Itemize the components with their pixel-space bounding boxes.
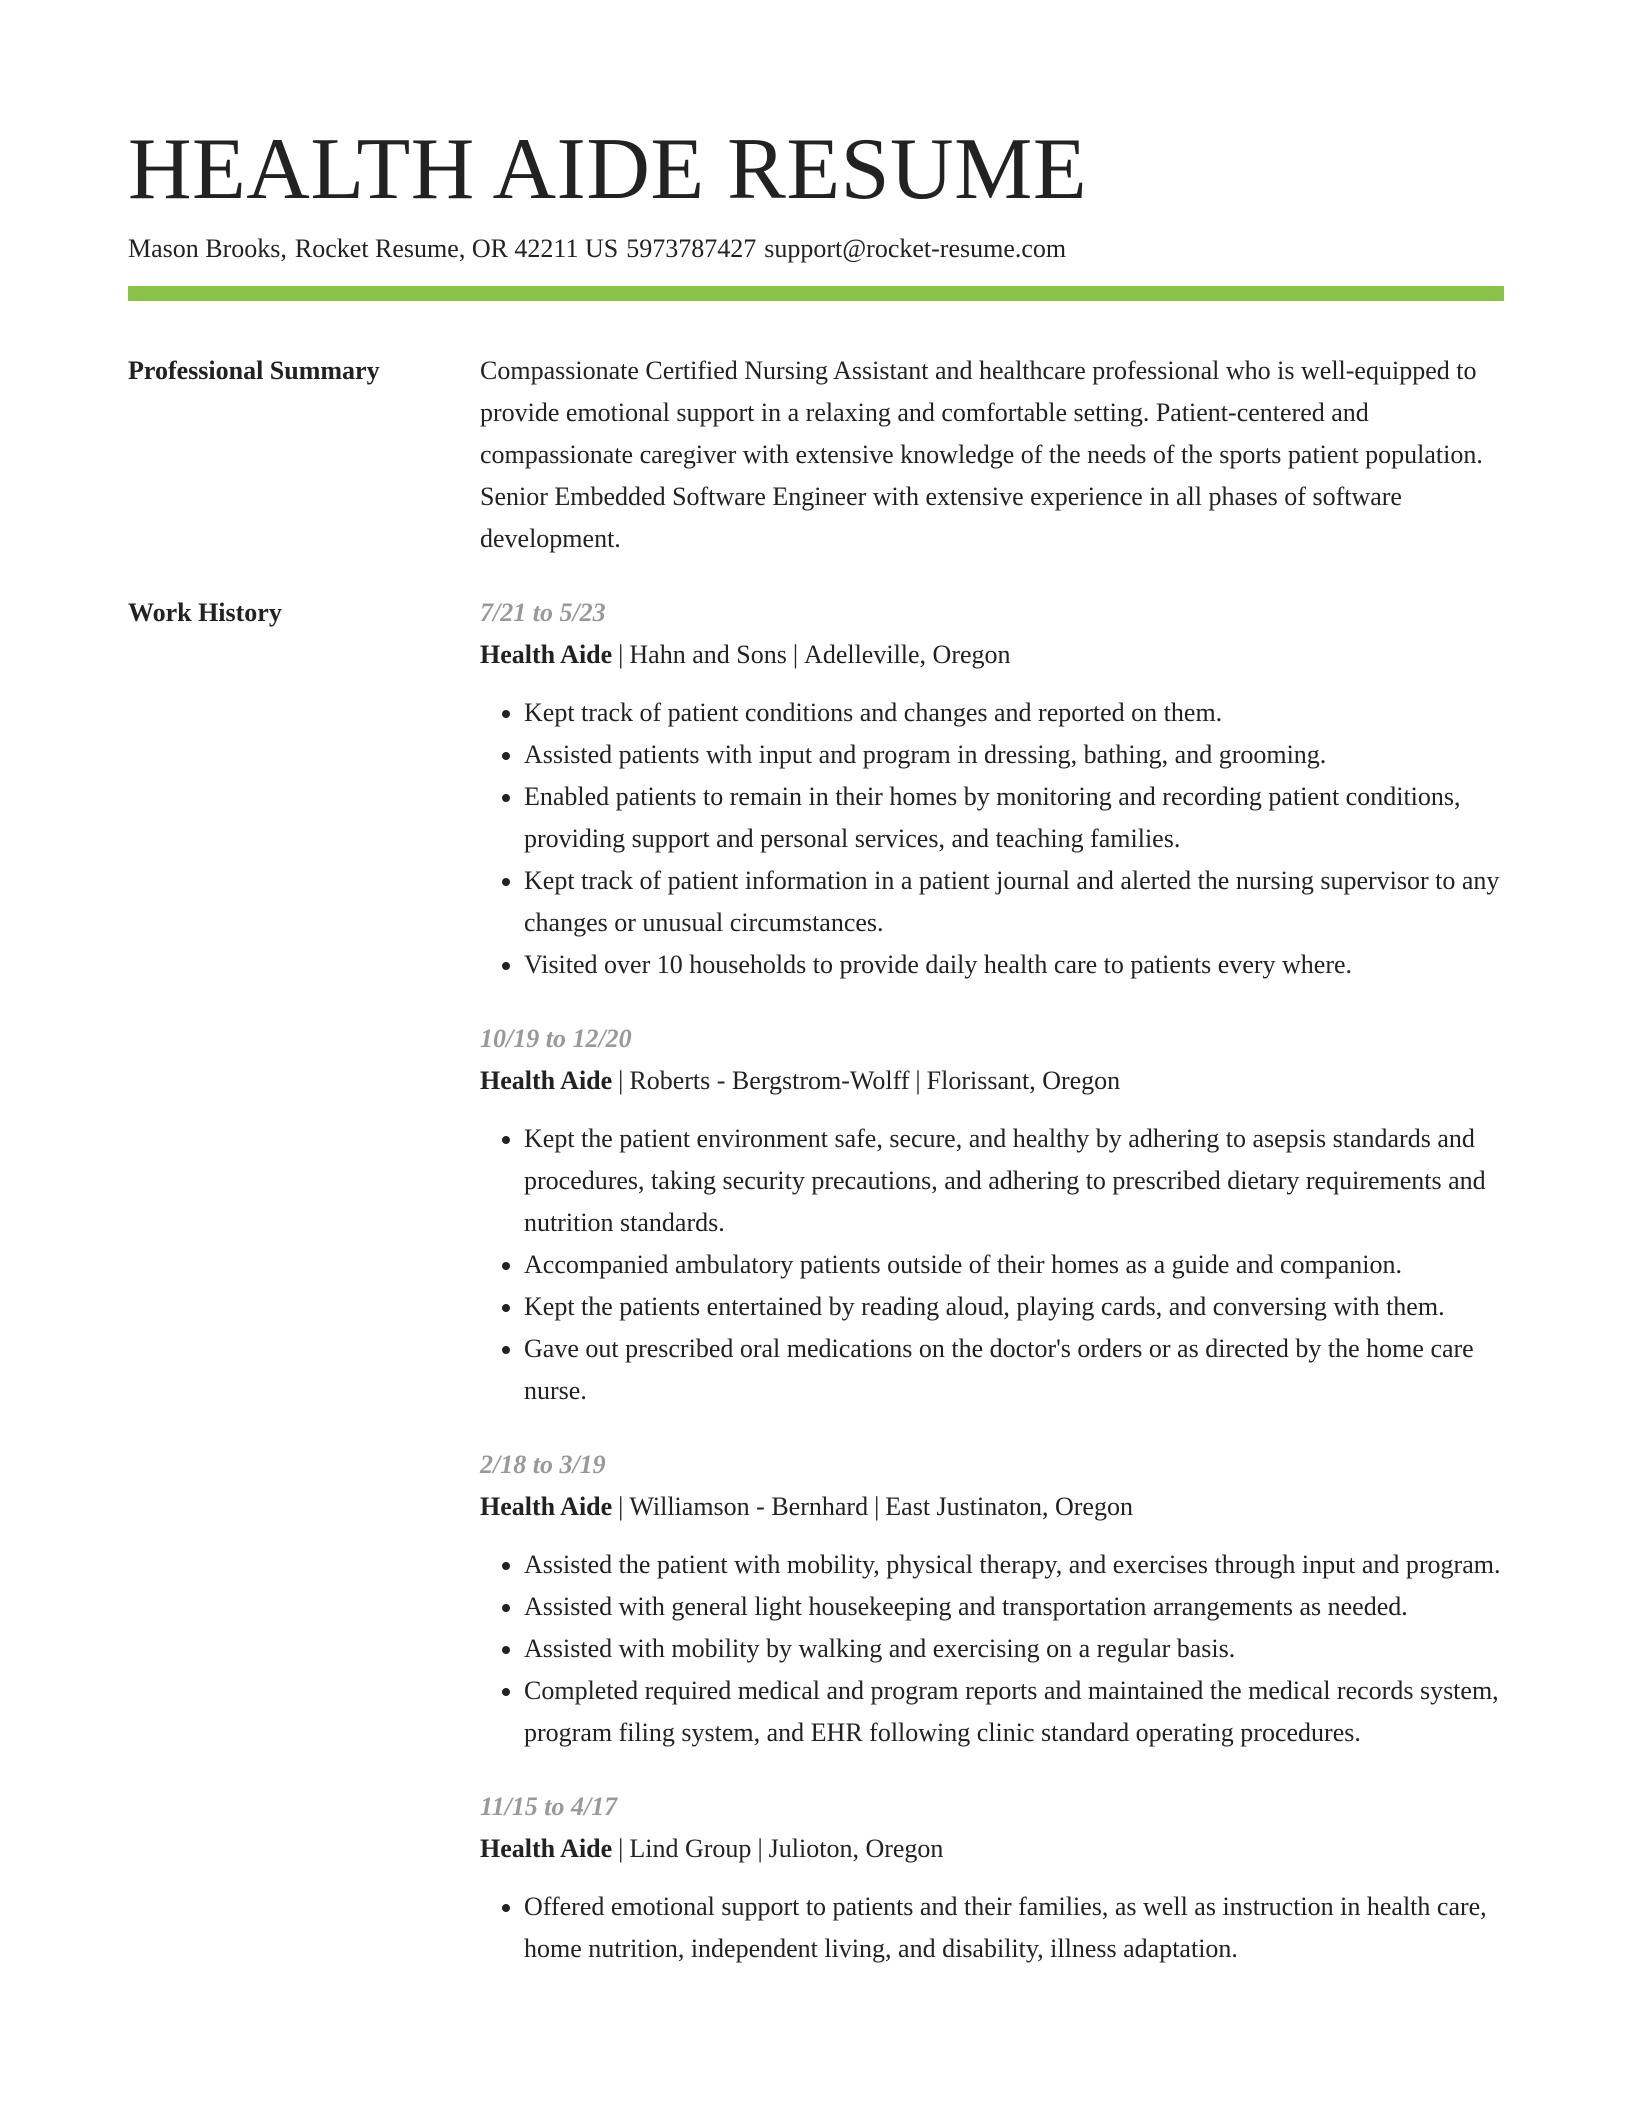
job-company: Hahn and Sons bbox=[629, 640, 787, 669]
summary-body bbox=[480, 350, 1504, 560]
job-title: Health Aide bbox=[480, 1066, 613, 1095]
job-bullet: • Kept track of patient information in a patient journal and alerted the nursing supervisor to any changes or unusual circumstances. bbox=[524, 860, 1504, 944]
contact-name: Mason Brooks, bbox=[128, 234, 287, 263]
job-dates: 7/21 to 5/23 bbox=[480, 598, 606, 627]
job-bullet: • Enabled patients to remain in their homes by monitoring and recording patient conditions, providing support and personal services, and teaching families. bbox=[524, 776, 1504, 860]
job-bullet: • Assisted the patient with mobility, physical therapy, and exercises through input and program. bbox=[524, 1544, 1504, 1586]
job-location: Julioton, Oregon bbox=[768, 1834, 944, 1863]
job-location: Adelleville, Oregon bbox=[804, 640, 1011, 669]
separator: | bbox=[618, 1492, 624, 1521]
job-bullet: • Kept track of patient conditions and changes and reported on them. bbox=[524, 692, 1504, 734]
resume-title: HEALTH AIDE RESUME bbox=[128, 121, 1088, 218]
job-title: Health Aide bbox=[480, 640, 613, 669]
separator: | bbox=[618, 640, 624, 669]
job-location: Florissant, Oregon bbox=[926, 1066, 1121, 1095]
work-history-list bbox=[480, 592, 1504, 2002]
job-bullet: • Assisted patients with input and program in dressing, bathing, and grooming. bbox=[524, 734, 1504, 776]
job-bullet: • Offered emotional support to patients and their families, as well as instruction in health care, home nutrition, independent living, and disability, illness adaptation. bbox=[524, 1886, 1504, 1970]
job-company: Roberts - Bergstrom-Wolff bbox=[629, 1066, 910, 1095]
summary-heading: Professional Summary bbox=[128, 356, 380, 385]
job-location: East Justinaton, Oregon bbox=[885, 1492, 1133, 1521]
job-bullet: • Kept the patient environment safe, secure, and healthy by adhering to asepsis standards and procedures, taking security precautions, and adhering to prescribed dietary requirements and nutrition standards. bbox=[524, 1118, 1504, 1244]
job-company: Lind Group bbox=[629, 1834, 752, 1863]
job-bullet-list bbox=[480, 1118, 1504, 1412]
separator: | bbox=[915, 1066, 921, 1095]
separator: | bbox=[874, 1492, 880, 1521]
contact-phone: 5973787427 bbox=[626, 234, 757, 263]
job-bullet-list bbox=[480, 692, 1504, 986]
job-bullet: • Gave out prescribed oral medications on the doctor's orders or as directed by the home care nurse. bbox=[524, 1328, 1504, 1412]
work-history-heading: Work History bbox=[128, 598, 282, 627]
job-bullet: • Visited over 10 households to provide daily health care to patients every where. bbox=[524, 944, 1504, 986]
job-bullet: • Assisted with mobility by walking and exercising on a regular basis. bbox=[524, 1628, 1504, 1670]
job-entry bbox=[480, 1444, 1504, 1754]
summary-text: Compassionate Certified Nursing Assistant and healthcare professional who is well-equipped to provide emotional support in a relaxing and comfortable setting. Patient-centered and compassionate caregiver with extensive knowledge of the needs of the sports patient population. Senior Embedded Software Engineer with extensive experience in all phases of software development. bbox=[480, 356, 1483, 553]
separator: | bbox=[792, 640, 799, 669]
job-heading-line bbox=[480, 1486, 1504, 1528]
job-title: Health Aide bbox=[480, 1492, 613, 1521]
job-company: Williamson - Bernhard bbox=[629, 1492, 869, 1521]
job-heading-line bbox=[480, 634, 1504, 676]
job-entry bbox=[480, 1018, 1504, 1412]
job-dates: 10/19 to 12/20 bbox=[480, 1024, 632, 1053]
job-bullet-list bbox=[480, 1886, 1504, 1970]
job-bullet: • Accompanied ambulatory patients outside of their homes as a guide and companion. bbox=[524, 1244, 1504, 1286]
header-divider bbox=[128, 286, 1504, 301]
job-entry bbox=[480, 1786, 1504, 1970]
job-dates: 2/18 to 3/19 bbox=[480, 1450, 606, 1479]
job-dates: 11/15 to 4/17 bbox=[480, 1792, 618, 1821]
job-entry bbox=[480, 592, 1504, 986]
job-title: Health Aide bbox=[480, 1834, 613, 1863]
contact-email: support@rocket-resume.com bbox=[764, 234, 1067, 263]
job-bullet: • Assisted with general light housekeeping and transportation arrangements as needed. bbox=[524, 1586, 1504, 1628]
job-bullet-list bbox=[480, 1544, 1504, 1754]
separator: | bbox=[757, 1834, 763, 1863]
job-heading-line bbox=[480, 1828, 1504, 1870]
job-heading-line bbox=[480, 1060, 1504, 1102]
job-bullet: • Completed required medical and program reports and maintained the medical records system, program filing system, and EHR following clinic standard operating procedures. bbox=[524, 1670, 1504, 1754]
separator: | bbox=[618, 1066, 624, 1095]
job-bullet: • Kept the patients entertained by reading aloud, playing cards, and conversing with them. bbox=[524, 1286, 1504, 1328]
contact-address: Rocket Resume, OR 42211 US bbox=[294, 234, 619, 263]
separator: | bbox=[618, 1834, 624, 1863]
contact-line bbox=[128, 232, 1066, 266]
